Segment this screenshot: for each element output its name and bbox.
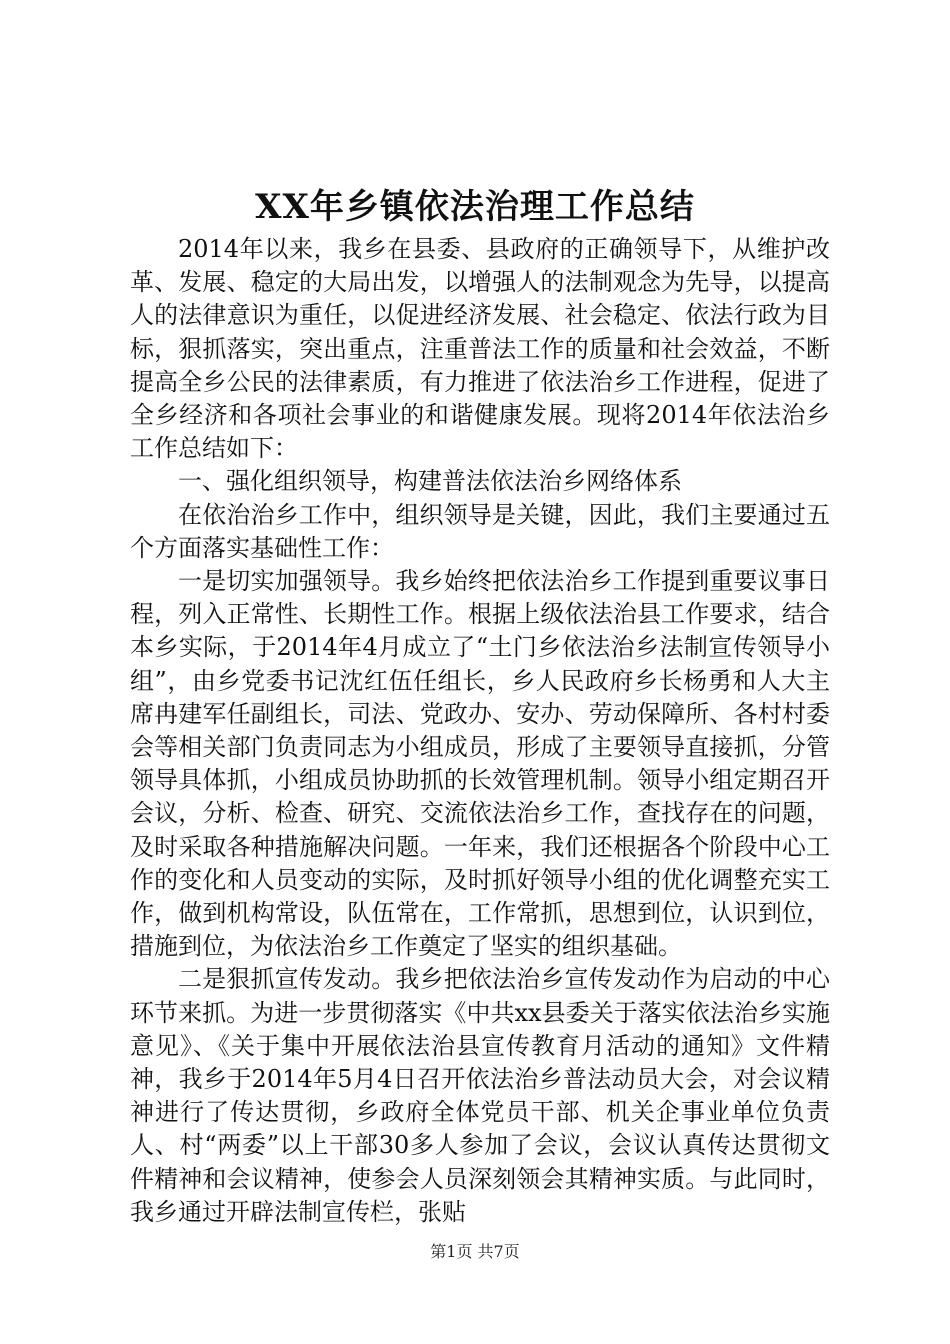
paragraph-leadership: 一是切实加强领导。我乡始终把依法治乡工作提到重要议事日程，列入正常性、长期性工作。根据上级依法治县工作要求，结合本乡实际，于2014年4月成立了“土门乡依法治乡法制宣传领导小组”，由乡党委书记沈红伍任组长，乡人民政府乡长杨勇和人大主席冉建军任副组长，司法、党政办、安办、劳动保障所、各村村委会等相关部门负责同志为小组成员，形成了主要领导直接抓，分管领导具体抓，小组成员协助抓的长效管理机制。领导小组定期召开会议，分析、检查、研究、交流依法治乡工作，查找存在的问题，及时采取各种措施解决问题。一年来，我们还根据各个阶段中心工作的变化和人员变动的实际，及时抓好领导小组的优化调整充实工作，做到机构常设，队伍常在，工作常抓，思想到位，认识到位，措施到位，为依法治乡工作奠定了坚实的组织基础。 bbox=[130, 567, 830, 961]
page-number-footer: 第1页 共7页 bbox=[430, 1242, 520, 1261]
paragraph-publicity: 二是狠抓宣传发动。我乡把依法治乡宣传发动作为启动的中心环节来抓。为进一步贯彻落实《中共xx县委关于落实依法治乡实施意见》、《关于集中开展依法治县宣传教育月活动的通知》文件精神，我乡于2014年5月4日召开依法治乡普法动员大会，对会议精神进行了传达贯彻，乡政府全体党员干部、机关企事业单位负责人、村“两委”以上干部30多人参加了会议，会议认真传达贯彻文件精神和会议精神，使参会人员深刻领会其精神实质。与此同时，我乡通过开辟法制宣传栏，张贴 bbox=[130, 965, 830, 1226]
section-heading-1: 一、强化组织领导，构建普法依法治乡网络体系 bbox=[178, 467, 682, 496]
paragraph-intro: 2014年以来，我乡在县委、县政府的正确领导下，从维护改革、发展、稳定的大局出发，以增强人的法制观念为先导，以提高人的法律意识为重任，以促进经济发展、社会稳定、依法行政为目标，狠抓落实，突出重点，注重普法工作的质量和社会效益，不断提高全乡公民的法律素质，有力推进了依法治乡工作进程，促进了全乡经济和各项社会事业的和谐健康发展。现将2014年依法治乡工作总结如下： bbox=[130, 235, 830, 463]
document-body bbox=[130, 233, 830, 1229]
paragraph-section-1-intro: 在依治治乡工作中，组织领导是关键，因此，我们主要通过五个方面落实基础性工作： bbox=[130, 500, 830, 562]
document-title: XX年乡镇依法治理工作总结 bbox=[255, 187, 695, 227]
